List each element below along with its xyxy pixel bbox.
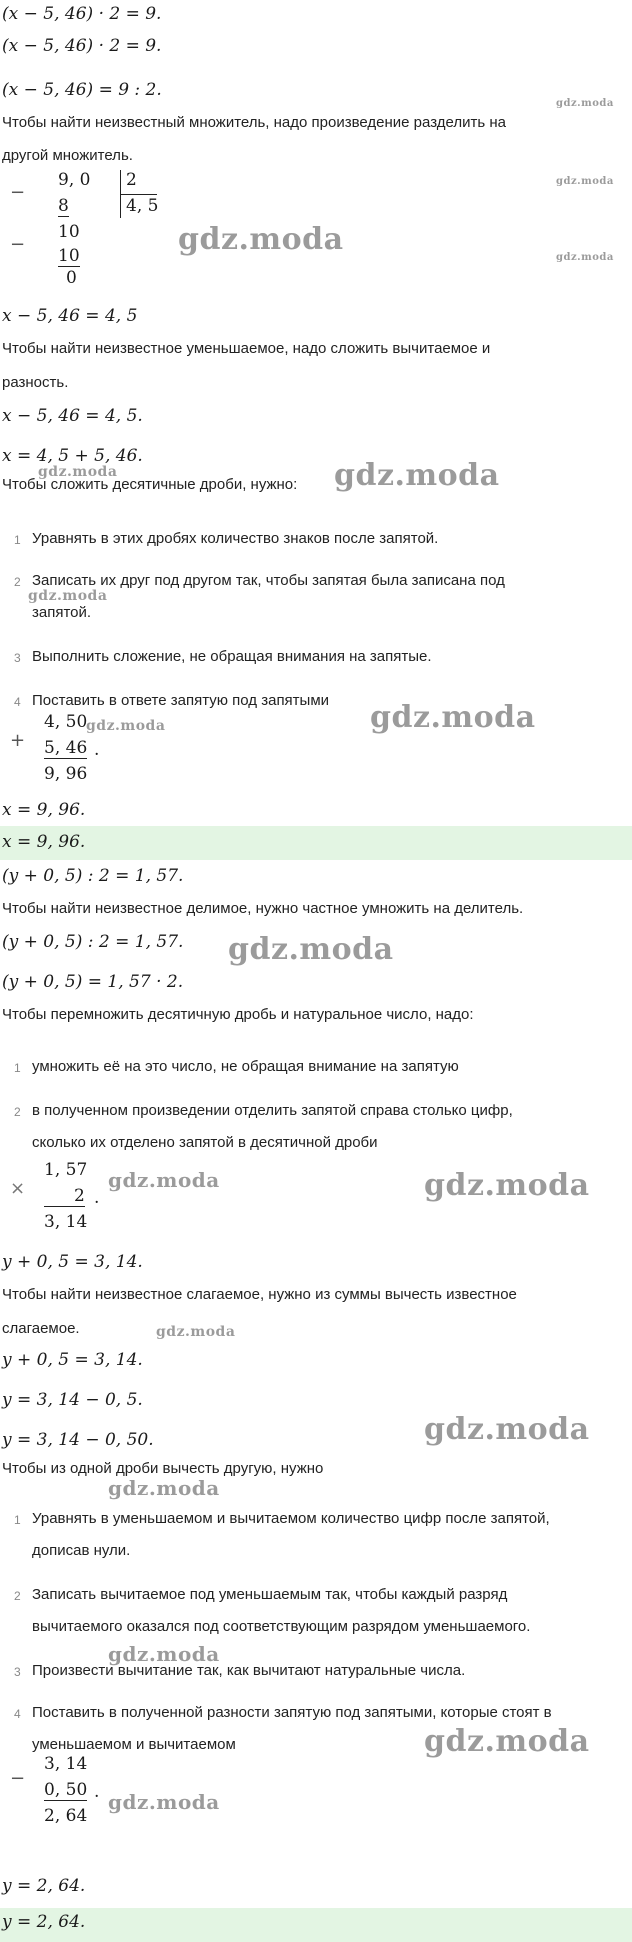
dot: . [94,1188,100,1208]
list-item: Записать их друг под другом так, чтобы запятая была записана под [32,572,505,589]
plus-sign: + [10,730,26,751]
equation-line: (x − 5, 46) · 2 = 9. [2,36,162,56]
list-item: Поставить в ответе запятую под запятыми [32,692,330,709]
equation-line: y = 2, 64. [2,1876,86,1896]
rule-text: Чтобы перемножить десятичную дробь и натуральное число, надо: [2,1006,474,1023]
rule-text: Чтобы найти неизвестное делимое, нужно частное умножить на делитель. [2,900,524,917]
factor: 1, 57 [44,1160,88,1180]
addend: 4, 50 [44,712,88,732]
list-number: 2 [14,1589,21,1603]
watermark: gdz.moda [38,464,118,480]
watermark: gdz.moda [108,1476,220,1500]
equation-line: (y + 0, 5) = 1, 57 · 2. [2,972,184,992]
final-remainder: 0 [66,268,77,288]
rule-text: разность. [2,374,69,391]
watermark: gdz.moda [28,588,108,604]
subtrahend: 0, 50 [44,1780,88,1800]
rule-text: Чтобы из одной дроби вычесть другую, нужно [2,1460,324,1477]
list-number: 1 [14,1513,21,1527]
list-item: умножить её на это число, не обращая внимание на запятую [32,1058,459,1075]
list-number: 2 [14,1105,21,1119]
remainder: 10 [58,222,80,242]
watermark: gdz.moda [156,1324,236,1340]
watermark: gdz.moda [424,1168,590,1203]
dot: . [94,1782,100,1802]
equation-line: x − 5, 46 = 4, 5. [2,406,143,426]
product: 3, 14 [44,1212,88,1232]
equation-line: (y + 0, 5) : 2 = 1, 57. [2,866,184,886]
watermark: gdz.moda [108,1642,220,1666]
rule-text: Чтобы найти неизвестное слагаемое, нужно из суммы вычесть известное [2,1286,517,1303]
list-item-cont: дописав нули. [32,1542,131,1559]
list-item: Выполнить сложение, не обращая внимания на запятые. [32,648,432,665]
list-number: 2 [14,575,21,589]
list-item-cont: вычитаемого оказался под соответствующим разрядом уменьшаемого. [32,1618,531,1635]
equation-line: x = 4, 5 + 5, 46. [2,446,143,466]
equation-line: x = 9, 96. [2,800,86,820]
list-item: Записать вычитаемое под уменьшаемым так, чтобы каждый разряд [32,1586,508,1603]
watermark: gdz.moda [178,222,344,257]
list-item-cont: уменьшаемом и вычитаемом [32,1736,236,1753]
equation-line: y = 3, 14 − 0, 5. [2,1390,143,1410]
difference: 2, 64 [44,1806,88,1826]
factor: 2 [44,1186,85,1207]
answer-highlight-y [0,1908,632,1942]
list-number: 1 [14,533,21,547]
watermark: gdz.moda [108,1168,220,1192]
list-number: 4 [14,695,21,709]
rule-text: другой множитель. [2,147,133,164]
list-item: в полученном произведении отделить запятой справа столько цифр, [32,1102,513,1119]
list-number: 1 [14,1061,21,1075]
addend: 5, 46 [44,738,88,758]
list-number: 3 [14,651,21,665]
list-item-cont: запятой. [32,604,92,621]
equation-line: (x − 5, 46) · 2 = 9. [2,4,162,24]
list-item: Уравнять в этих дробях количество знаков после запятой. [32,530,439,547]
dot: . [94,740,100,760]
rule-text: слагаемое. [2,1320,80,1337]
minus-sign: − [10,182,26,203]
answer-x: x = 9, 96. [2,832,86,852]
minus-sign: − [10,1768,26,1789]
equation-line: y + 0, 5 = 3, 14. [2,1252,143,1272]
equation-line: (y + 0, 5) : 2 = 1, 57. [2,932,184,952]
watermark: gdz.moda [228,932,394,967]
list-item-cont: сколько их отделено запятой в десятичной дроби [32,1134,378,1151]
subtrahend: 8 [58,196,69,216]
subtrahend: 10 [58,246,80,266]
list-number: 4 [14,1707,21,1721]
watermark: gdz.moda [556,252,614,263]
equation-line: y = 3, 14 − 0, 50. [2,1430,154,1450]
times-sign: × [10,1178,26,1199]
watermark: gdz.moda [334,458,500,493]
divisor: 2 [126,170,137,190]
list-item: Уравнять в уменьшаемом и вычитаемом количество цифр после запятой, [32,1510,550,1527]
answer-highlight-x [0,826,632,860]
watermark: gdz.moda [108,1790,220,1814]
quotient: 4, 5 [126,196,159,216]
watermark: gdz.moda [370,700,536,735]
rule-text: Чтобы сложить десятичные дроби, нужно: [2,476,298,493]
quotient-line [121,194,157,195]
watermark: gdz.moda [86,718,166,734]
rule-text: Чтобы найти неизвестное уменьшаемое, надо сложить вычитаемое и [2,340,491,357]
answer-y: y = 2, 64. [2,1912,86,1932]
watermark: gdz.moda [424,1412,590,1447]
list-item: Произвести вычитание так, как вычитают натуральные числа. [32,1662,466,1679]
minuend: 3, 14 [44,1754,88,1774]
watermark: gdz.moda [556,98,614,109]
dividend: 9, 0 [58,170,91,190]
rule-text: Чтобы найти неизвестный множитель, надо произведение разделить на [2,114,506,131]
watermark: gdz.moda [556,176,614,187]
sum: 9, 96 [44,764,88,784]
minus-sign: − [10,234,26,255]
watermark: gdz.moda [424,1724,590,1759]
equation-line: (x − 5, 46) = 9 : 2. [2,80,162,100]
list-number: 3 [14,1665,21,1679]
equation-line: x − 5, 46 = 4, 5 [2,306,138,326]
equation-line: y + 0, 5 = 3, 14. [2,1350,143,1370]
list-item: Поставить в полученной разности запятую под запятыми, которые стоят в [32,1704,552,1721]
